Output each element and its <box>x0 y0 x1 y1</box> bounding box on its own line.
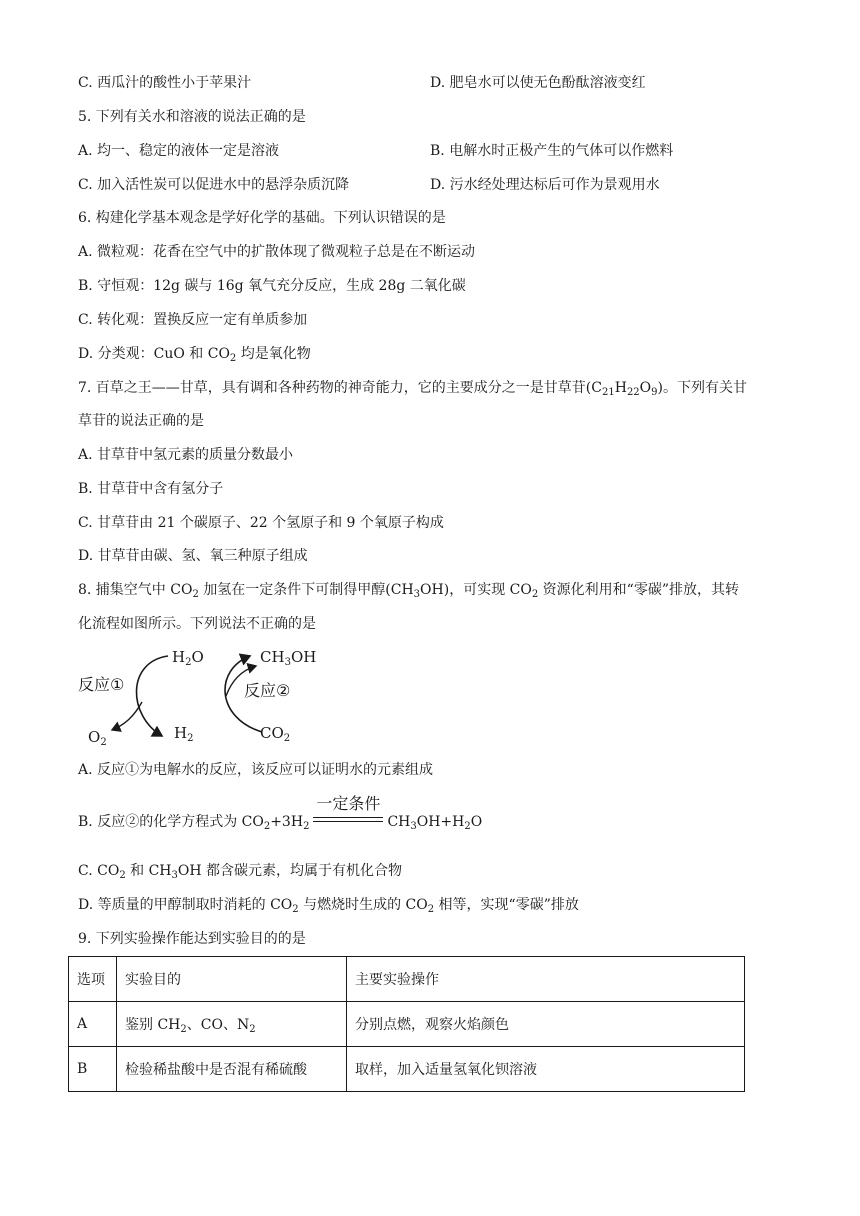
experiment-table <box>68 956 745 1092</box>
reaction-flow-diagram <box>76 644 346 748</box>
q8-stem: 8. 捕集空气中 $CO_2$ 加氢在一定条件下可制得甲醇$(CH_3OH)$，可实现 $CO_2$ 资源化利用和“零碳”排放，其转 <box>78 582 739 600</box>
q9-stem: 9. 下列实验操作能达到实验目的的是 <box>78 931 306 947</box>
q4-option-d: D. 肥皂水可以使无色酚酞溶液变红 <box>430 75 646 91</box>
table-row <box>69 1002 745 1047</box>
table-header-cell: 主要实验操作 <box>347 957 745 1002</box>
table-header-row <box>69 957 745 1002</box>
ch3oh-label: $CH_3OH$ <box>260 648 317 668</box>
q6-option-a: A. 微粒观：花香在空气中的扩散体现了微观粒子总是在不断运动 <box>78 244 476 260</box>
q8-option-c: C. $CO_2$ 和 $CH_3OH$ 都含碳元素，均属于有机化合物 <box>78 863 403 881</box>
table-cell-option: A <box>69 1002 117 1047</box>
q7-option-d: D. 甘草苷由碳、氢、氧三种原子组成 <box>78 548 308 564</box>
q5-option-d: D. 污水经处理达标后可作为景观用水 <box>430 177 660 193</box>
q5-option-a: A. 均一、稳定的液体一定是溶液 <box>78 143 280 159</box>
h2o-label: $H_2O$ <box>172 648 204 668</box>
q6-option-b: B. 守恒观：12g 碳与 16g 氧气充分反应，生成 28g 二氧化碳 <box>78 278 466 294</box>
q6-stem: 6. 构建化学基本观念是学好化学的基础。下列认识错误的是 <box>78 210 446 226</box>
q8-option-a: A. 反应①为电解水的反应，该反应可以证明水的元素组成 <box>78 762 434 778</box>
q6-option-c: C. 转化观：置换反应一定有单质参加 <box>78 312 308 328</box>
q8-stem-line2: 化流程如图所示。下列说法不正确的是 <box>78 616 316 632</box>
table-header-cell: 选项 <box>69 957 117 1002</box>
o2-label: $O_2$ <box>88 728 107 748</box>
table-row <box>69 1047 745 1092</box>
q6-option-d: D. 分类观：CuO 和 $CO_2$ 均是氧化物 <box>78 346 311 364</box>
q7-option-a: A. 甘草苷中氢元素的质量分数最小 <box>78 447 294 463</box>
table-cell-operation: 分别点燃，观察火焰颜色 <box>347 1002 745 1047</box>
reaction-condition-equals: 一定条件 <box>311 812 385 832</box>
reaction-1-label: 反应① <box>78 675 125 694</box>
h2-label: $H_2$ <box>174 724 194 744</box>
q4-option-c: C. 西瓜汁的酸性小于苹果汁 <box>78 75 252 91</box>
table-cell-operation: 取样，加入适量氢氧化钡溶液 <box>347 1047 745 1092</box>
q5-option-b: B. 电解水时正极产生的气体可以作燃料 <box>430 143 674 159</box>
q7-stem-line2: 草苷的说法正确的是 <box>78 413 204 429</box>
q7-stem: 7. 百草之王——甘草，具有调和各种药物的神奇能力，它的主要成分之一是甘草苷$(C_{21}H_{22}O_9)$。下列有关甘 <box>78 380 747 398</box>
co2-label: $CO_2$ <box>260 724 291 744</box>
reaction-2-label: 反应② <box>244 681 291 700</box>
q7-option-b: B. 甘草苷中含有氢分子 <box>78 481 224 497</box>
table-cell-purpose: 检验稀盐酸中是否混有稀硫酸 <box>117 1047 347 1092</box>
q8-option-b: B. 反应②的化学方程式为 $CO_2+3H_2$ 一定条件 $CH_3OH+H_2O$ <box>78 794 483 832</box>
table-cell-purpose: 鉴别 $CH_2$、CO、$N_2$ <box>117 1002 347 1047</box>
q7-option-c: C. 甘草苷由 21 个碳原子、22 个氢原子和 9 个氧原子构成 <box>78 515 444 531</box>
q5-option-c: C. 加入活性炭可以促进水中的悬浮杂质沉降 <box>78 177 350 193</box>
table-cell-option: B <box>69 1047 117 1092</box>
q8-option-d: D. 等质量的甲醇制取时消耗的 $CO_2$ 与燃烧时生成的 $CO_2$ 相等，实现“零碳”排放 <box>78 897 579 915</box>
q5-stem: 5. 下列有关水和溶液的说法正确的是 <box>78 109 306 125</box>
table-header-cell: 实验目的 <box>117 957 347 1002</box>
